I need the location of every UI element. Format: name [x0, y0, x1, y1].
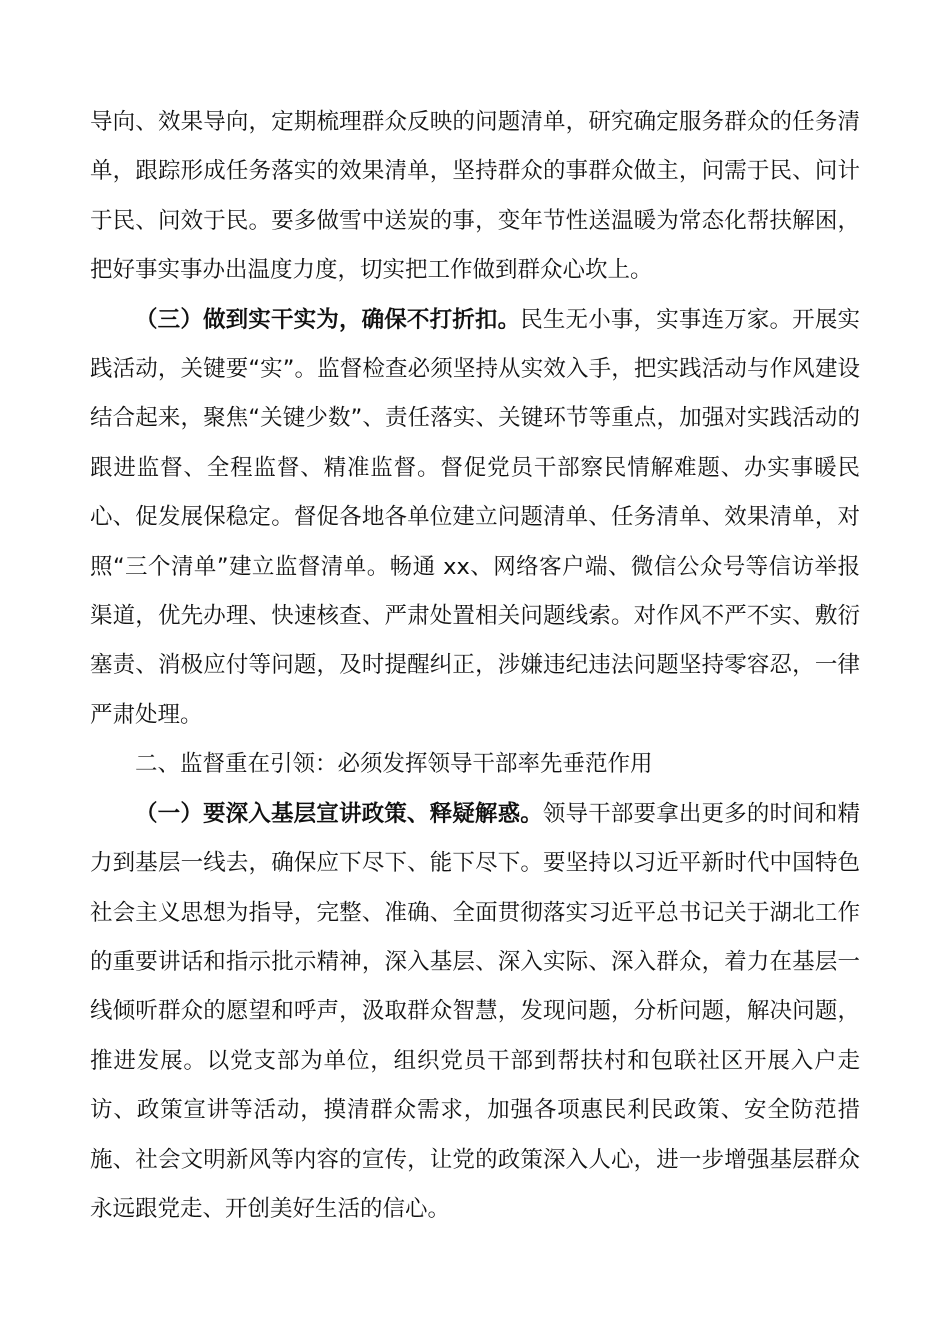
- section-heading-text: 二、监督重在引领：必须发挥领导干部率先垂范作用: [135, 751, 653, 778]
- paragraph-continued: [90, 98, 860, 296]
- subsection-heading: （一）要深入基层宣讲政策、释疑解惑。: [135, 800, 543, 827]
- document-body: [90, 98, 860, 1234]
- paragraph-text: 领导干部要拿出更多的时间和精力到基层一线去，确保应下尽下、能下尽下。要坚持以习近平新时代中国特色社会主义思想为指导，完整、准确、全面贯彻落实习近平总书记关于湖北工作的重要讲话和指示批示精神，深入基层、深入实际、深入群众，着力在基层一线倾听群众的愿望和呼声，汲取群众智慧，发现问题，分析问题，解决问题，推进发展。以党支部为单位，组织党员干部到帮扶村和包联社区开展入户走访、政策宣讲等活动，摸清群众需求，加强各项惠民利民政策、安全防范措施、社会文明新风等内容的宣传，让党的政策深入人心，进一步增强基层群众永远跟党走、开创美好生活的信心。: [90, 800, 860, 1222]
- section-heading: [90, 740, 860, 789]
- subsection-heading: （三）做到实干实为，确保不打折扣。: [135, 306, 521, 333]
- paragraph-subsection-1: [90, 790, 860, 1235]
- paragraph-text: 民生无小事，实事连万家。开展实践活动，关键要“实”。监督检查必须坚持从实效入手，把实践活动与作风建设结合起来，聚焦“关键少数”、责任落实、关键环节等重点，加强对实践活动的跟进监督、全程监督、精准监督。督促党员干部察民情解难题、办实事暖民心、促发展保稳定。督促各地各单位建立问题清单、任务清单、效果清单，对照“三个清单”建立监督清单。畅通 xx、网络客户端、微信公众号等信访举报渠道，优先办理、快速核查、严肃处置相关问题线索。对作风不严不实、敷衍塞责、消极应付等问题，及时提醒纠正，涉嫌违纪违法问题坚持零容忍，一律严肃处理。: [90, 306, 860, 728]
- paragraph-text: 导向、效果导向，定期梳理群众反映的问题清单，研究确定服务群众的任务清单，跟踪形成任务落实的效果清单，坚持群众的事群众做主，问需于民、问计于民、问效于民。要多做雪中送炭的事，变年节性送温暖为常态化帮扶解困，把好事实事办出温度力度，切实把工作做到群众心坎上。: [90, 109, 860, 284]
- paragraph-subsection-3: [90, 296, 860, 741]
